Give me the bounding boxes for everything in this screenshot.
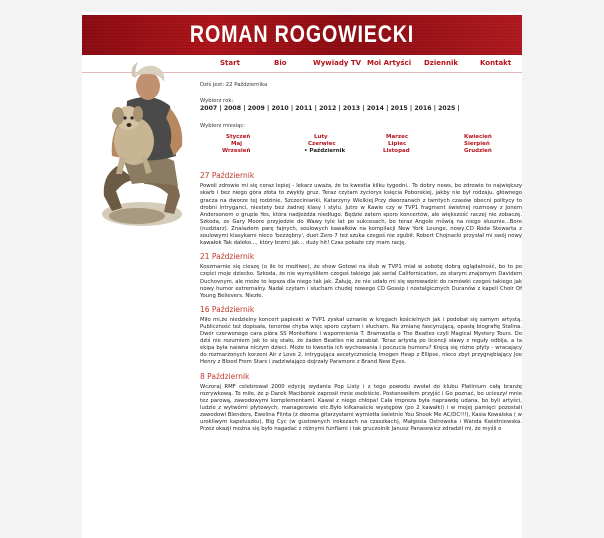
nav-start[interactable]: Start — [220, 59, 240, 67]
month-link[interactable]: Kwiecień — [464, 134, 492, 141]
month-grid — [200, 134, 522, 162]
entry-date: 21 Październik — [200, 252, 255, 262]
main-content — [200, 82, 522, 433]
year-link[interactable]: 2012 — [319, 105, 337, 113]
portrait-photo — [82, 46, 197, 236]
month-link[interactable]: Marzec — [386, 134, 409, 141]
month-link[interactable]: Listopad — [383, 148, 410, 155]
year-list: 2007 | 2008 | 2009 | 2010 | 2011 | 2012 | 2013 | 2014 | 2015 | 2016 | 2025 | — [200, 105, 460, 113]
year-link[interactable]: 2011 — [295, 105, 313, 113]
entry-date: 27 Październik — [200, 171, 255, 181]
year-link[interactable]: 2010 — [271, 105, 289, 113]
page-container — [82, 12, 522, 538]
year-link[interactable]: 2013 — [342, 105, 361, 113]
today-date: Dziś jest: 22 Października — [200, 82, 268, 88]
year-label: Wybierz rok: — [200, 98, 234, 105]
nav-moi-artysci[interactable]: Moi Artyści — [367, 59, 412, 67]
entry-date: 16 Październik — [200, 304, 255, 314]
month-link[interactable]: Wrzesień — [222, 148, 251, 155]
nav-kontakt[interactable]: Kontakt — [480, 59, 512, 67]
year-link[interactable]: 2007 — [200, 105, 218, 113]
month-link[interactable]: Czerwiec — [308, 141, 336, 148]
month-link[interactable]: Maj — [231, 141, 243, 148]
entry-text: Wczoraj RMF celebrował 2000 edycję wydania Pop Listy i z tego powodu zwołał do klubu Platinium całą branżę rozrywkową. To miłe, że p Darek Maciborek zaprosił mnie osobiście. Postanowiłem przyjść i Go poznać, bo ucieszył mnie tez parową, zawodowymi komplementami. Kawał z niego chłopa! Cała impreza była naprawdę udana, bo byli artyści, ludzie z wytwórni płytowych, managerowie etc.Było kilkanaście występów (po 2 kawałki) i w mojej pamięci pozostali zawodowi Blenders, Ewelina Flinta (z dwoma gitarzystami wymiotła świetnie You Shook Me AC/DC!!!), Kasia Kowalska ( w urokliwym kapeluszku), Big Cyc (w gustownych irokezach na czaszkach), Małgosia Ostrowska i Wanda Kwietniewska. Przez okazji można się było nagadać z różnymi funflami i tak gruczolnik Janusz Panasewicz zdradził mi, że myśli o — [200, 383, 522, 433]
entry-date: 8 Październik — [200, 371, 250, 381]
month-link[interactable]: Luty — [314, 134, 328, 141]
year-link[interactable]: 2008 — [223, 105, 242, 113]
year-link[interactable]: 2015 — [390, 105, 408, 113]
nav-dziennik[interactable]: Dziennik — [424, 59, 459, 67]
month-link[interactable]: Styczeń — [226, 134, 251, 141]
year-link[interactable]: 2016 — [414, 105, 432, 113]
year-link[interactable]: 2009 — [247, 105, 265, 113]
year-link[interactable]: 2025 — [438, 105, 456, 113]
year-link[interactable]: 2014 — [366, 105, 384, 113]
month-link[interactable]: Sierpień — [464, 141, 490, 148]
nav-wywiady-tv[interactable]: Wywiady TV — [313, 59, 362, 67]
month-link[interactable]: Lipiec — [388, 141, 407, 148]
month-label: Wybierz miesiąc: — [200, 123, 246, 130]
entry-text: Miło mi,że niedzielny koncert papieski w TVP1 zyskał uznanie w kręgach kościelnych jak i podobał się samym artystą. Publiczność też dopisała, tenorów chyba więc sporo czytam i słucham. Na zmianę fascynującą, opasłą biografię Stalina. Dwór czerwonego cara pióra SS Montefiore i wspomnienia T. Bramwella o The Beatles czyli Magical Mystery Tours. Do dziś nie rozumiem jak to się stało, że żaden Beatles nie zarabiał. Teraz artystą po licencji sławy z reguły odbija, a ta ekipa była naiwna niczym dzieci. Może to kwestia ich wychowania i poczucia humoru? Kręcą się różne płyty - wracający do rozmarzonych korzeni Air z Love 2, intrygująca ascetycznością Imogen Heap z Ellipse, nieco zbyt przygnębiający Joe Henry z Blood From Stars i zadziwiająco dojrzały Paramore z Brand New Eyes. — [200, 316, 522, 366]
month-link[interactable]: Grudzień — [464, 148, 492, 155]
site-title: ROMAN ROGOWIECKI — [189, 21, 415, 48]
entry-text: Powoli zdrowie mi się coraz lepiej - lekarz uważa, że to kwestia kilku tygodni.. To dobry news, bo zdrowie to największy skarb i bez niego góra złota to zwykły gruz. Teraz czytam życiorys księcia Poborskiej, jakby nie był rodzaju, głównego gracza na dworze tej rodzinie, Szczecinianki, Katarzyny Wielkiej.Przy dworzanach z tamtych czasów obecni politycy to drobni intryganci, niestety bez żadnej klasy i stylu. Jutro w Kawie czy w TVP1 fragment świetnej rozmowy z Jonem Andersonem o grupie Yes, która nadjeżdża niedługo. Będzie zatem sporo koncertów, ale większość raczej nie zobaczę. Szkoda, ze Gary Moore przyjedzie do Wawy tyle lat po sukcesach, bo teraz Angole mówią na niego słusznie...Bore (nudziarz). Znalazłem parę fajnych, soulowych kawałków na kompilacji New York Lounge, nowy,CD Roda Stewarta z soulowymi klasykami nieco 'bezzębny', duet Zero 7 też szuka czegoś nie zgubił. Robert Chojnacki przysłał mi swój nowy kawałek Tak daleko..., który brzmi jak... duży hit! Czas pokaże czy mam rację. — [200, 183, 522, 247]
month-link-current[interactable]: • Październik — [304, 148, 346, 155]
entry-text: Koszmarnie się cieszę (o ile to możliwe), że show Gotowi na ślub w TVP1 miał w sobotę dobrą oglądalność, bo to po części moje dziecko. Szkoda, że nie wymyśliłem czegoś takiego jak serial Californication, ze starym znajomym Davidem Duchovnym, ale może to lepsza dla niego tak jak. Żałuję, że nie udało mi się wprowadzić do ramówki czegoś takiego jak nowy humor extremalny. Nadal czytam i słucham chudej nowego CD Gossip i nostalgicznych Duranów z kapeli Choir Of Young Believers. Niezłe. — [200, 264, 522, 299]
nav-bio[interactable]: Bio — [274, 59, 287, 67]
